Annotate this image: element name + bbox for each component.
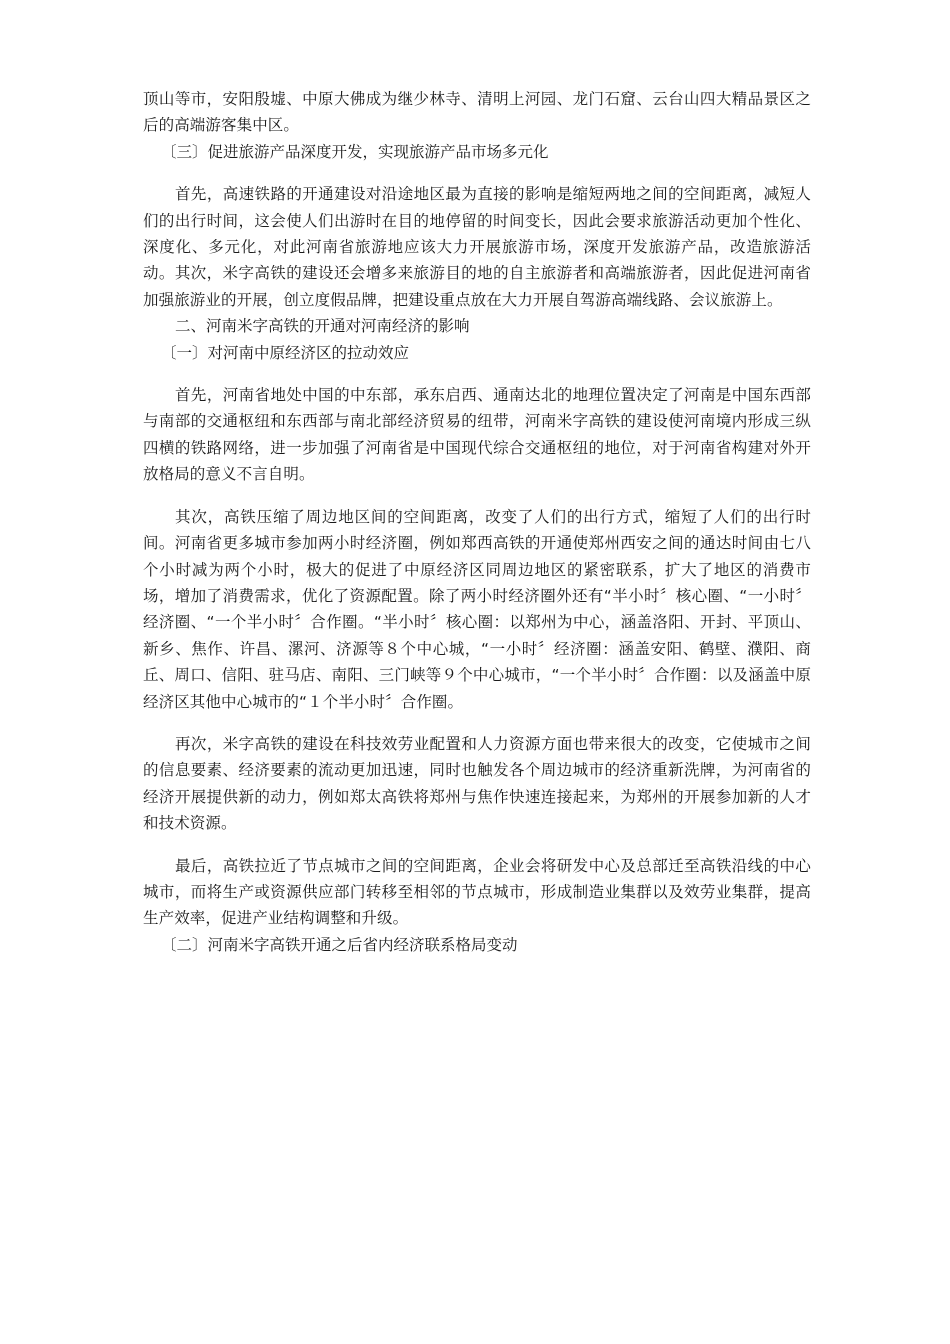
paragraph-tourism-development: 首先，高速铁路的开通建设对沿途地区最为直接的影响是缩短两地之间的空间距离，减短人们的出行时间，这会使人们出游时在目的地停留的时间变长，因此会要求旅游活动更加个性化、深度化、多元化，对此河南省旅游地应该大力开展旅游市场，深度开发旅游产品，改造旅游活动。其次，米字高铁的建设还会增多来旅游目的地的自主旅游者和高端旅游者，因此促进河南省加强旅游业的开展，创立度假品牌，把建设重点放在大力开展自驾游高端线路、会议旅游上。 (143, 185, 811, 309)
paragraph-continued-scenic: 顶山等市，安阳殷墟、中原大佛成为继少林寺、清明上河园、龙门石窟、云台山四大精品景区之后的高端游客集中区。 (143, 90, 811, 135)
heading-section-1: 〔一〕对河南中原经济区的拉动效应 (161, 343, 410, 362)
document-page (143, 86, 811, 958)
paragraph-transport-hub: 首先，河南省地处中国的中东部，承东启西、通南达北的地理位置决定了河南是中国东西部与南部的交通枢纽和东西部与南北部经济贸易的纽带，河南米字高铁的建设使河南境内形成三纵四横的铁路网络，进一步加强了河南省是中国现代综合交通枢纽的地位，对于河南省构建对外开放格局的意义不言自明。 (143, 386, 811, 484)
paragraph-talent-resources: 再次，米字高铁的建设在科技效劳业配置和人力资源方面也带来很大的改变，它使城市之间的信息要素、经济要素的流动更加迅速，同时也触发各个周边城市的经济重新洗牌，为河南省的经济开展提供新的动力，例如郑太高铁将郑州与焦作快速连接起来，为郑州的开展参加新的人才和技术资源。 (143, 734, 811, 833)
paragraph-industry-clusters: 最后，高铁拉近了节点城市之间的空间距离，企业会将研发中心及总部迁至高铁沿线的中心城市，而将生产或资源供应部门转移至相邻的节点城市，形成制造业集群以及效劳业集群，提高生产效率，促进产业结构调整和升级。 (143, 856, 811, 928)
paragraph-economic-circles: 其次，高铁压缩了周边地区间的空间距离，改变了人们的出行方式，缩短了人们的出行时间。河南省更多城市参加两小时经济圈，例如郑西高铁的开通使郑州西安之间的通达时间由七八个小时减为两个小时，极大的促进了中原经济区同周边地区的紧密联系，扩大了地区的消费市场，增加了消费需求，优化了资源配置。除了两小时经济圈外还有“半小时〞核心圈、“一小时〞经济圈、“一个半小时〞合作圈。“半小时〞核心圈：以郑州为中心，涵盖洛阳、开封、平顶山、新乡、焦作、许昌、漯河、济源等８个中心城，“一小时〞经济圈：涵盖安阳、鹤壁、濮阳、商丘、周口、信阳、驻马店、南阳、三门峡等９个中心城市，“一个半小时〞合作圈：以及涵盖中原经济区其他中心城市的“１个半小时〞合作圈。 (143, 507, 811, 711)
heading-section-3: 〔三〕促进旅游产品深度开发，实现旅游产品市场多元化 (161, 142, 549, 161)
heading-chapter-2: 二、河南米字高铁的开通对河南经济的影响 (175, 317, 470, 336)
heading-section-2: 〔二〕河南米字高铁开通之后省内经济联系格局变动 (161, 935, 518, 954)
